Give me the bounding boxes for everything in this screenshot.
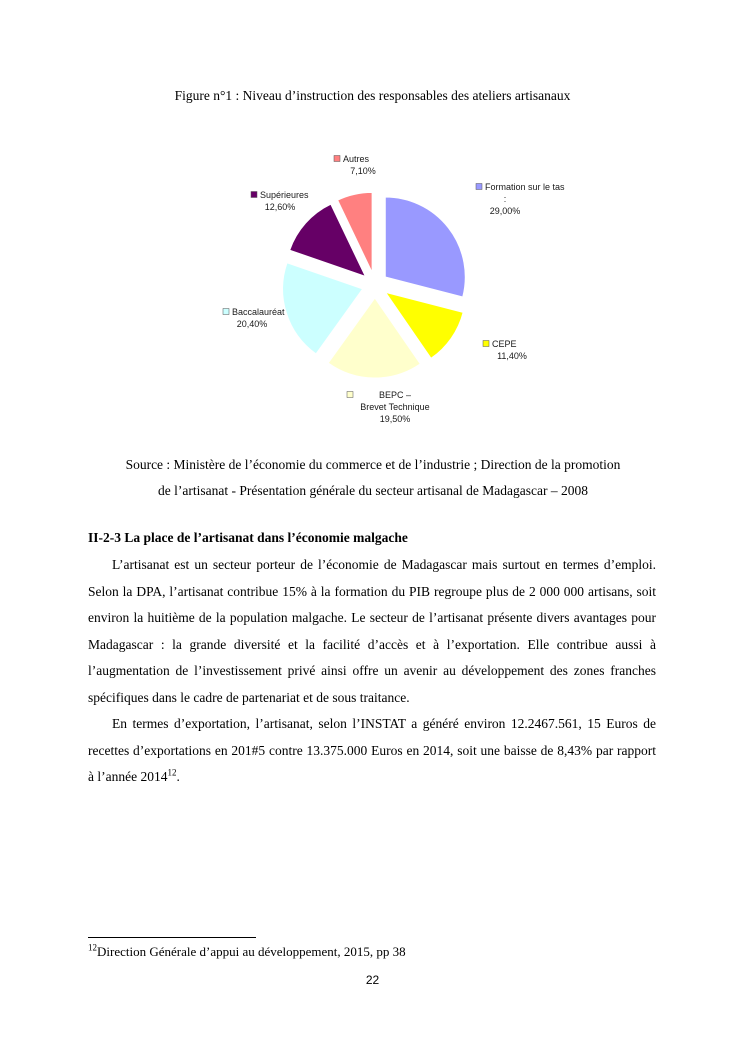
footnote-separator [88,937,256,938]
footnote-reference[interactable]: 12 [167,767,177,778]
source-line-2: de l’artisanat - Présentation générale du secteur artisanal de Madagascar – 2008 [158,483,588,498]
figure-source [88,452,658,504]
legend-swatch-2 [347,392,353,398]
legend-swatch-4 [251,192,257,198]
legend-swatch-1 [483,341,489,347]
slice-name-1: CEPE 11,40% [492,339,527,361]
paragraph-2-text: En termes d’exportation, l’artisanat, selon l’INSTAT a généré environ 12.2467.561, 15 Euros de recettes d’exportations en 201#5 contre 13.375.000 Euros en 2014, soit une baisse de 8,43% par rapport à l’année 2014 [88,716,656,784]
pie-label-5 [334,154,376,176]
slice-name-4: Supérieures 12,60% [260,190,309,212]
pie-slice-0 [385,197,465,297]
footnote-text: Direction Générale d’appui au développement, 2015, pp 38 [97,944,406,959]
pie-label-4 [251,190,309,212]
slice-name-5: Autres 7,10% [343,154,376,176]
pie-chart [215,145,575,435]
pie-label-1 [483,339,527,361]
slice-name-0: Formation sur le tas : 29,00% [485,182,565,216]
footnote-number: 12 [88,942,97,953]
legend-swatch-5 [334,156,340,162]
pie-label-3 [223,307,285,329]
slice-name-2: BEPC – Brevet Technique 19,50% [360,390,430,424]
source-line-1: Source : Ministère de l’économie du commerce et de l’industrie ; Direction de la promotion [125,457,621,472]
pie-label-0 [476,182,565,216]
legend-swatch-3 [223,309,229,315]
pie-label-2 [347,390,430,424]
footnote [88,944,406,960]
legend-swatch-0 [476,184,482,190]
paragraph-1: L’artisanat est un secteur porteur de l’économie de Madagascar mais surtout en termes d’emploi. Selon la DPA, l’artisanat contribue 15% à la formation du PIB regroupe plus de 2 000 000 artisans, soit environ la huitième de la population malgache. Le secteur de l’artisanat présente divers avantages pour Madagascar : la grande diversité et la facilité d’accès et à l’exportation. Elle contribue aussi à l’augmentation de l’investissement privé ainsi offre un avenir au développement des zones franches spécifiques dans le cadre de partenariat et de sous traitance. [88,557,656,705]
slice-name-3: Baccalauréat 20,40% [232,307,285,329]
page-number: 22 [365,973,380,987]
section-body [88,552,656,791]
figure-caption: Figure n°1 : Niveau d’instruction des responsables des ateliers artisanaux [174,88,571,103]
section-heading: II-2-3 La place de l’artisanat dans l’économie malgache [88,530,408,545]
paragraph-2: En termes d’exportation, l’artisanat, selon l’INSTAT a généré environ 12.2467.561, 15 Euros de recettes d’exportations en 201#5 contre 13.375.000 Euros en 2014, soit une baisse de 8,43% par rapport à l’année 2014$^{12}$. [88,716,656,784]
